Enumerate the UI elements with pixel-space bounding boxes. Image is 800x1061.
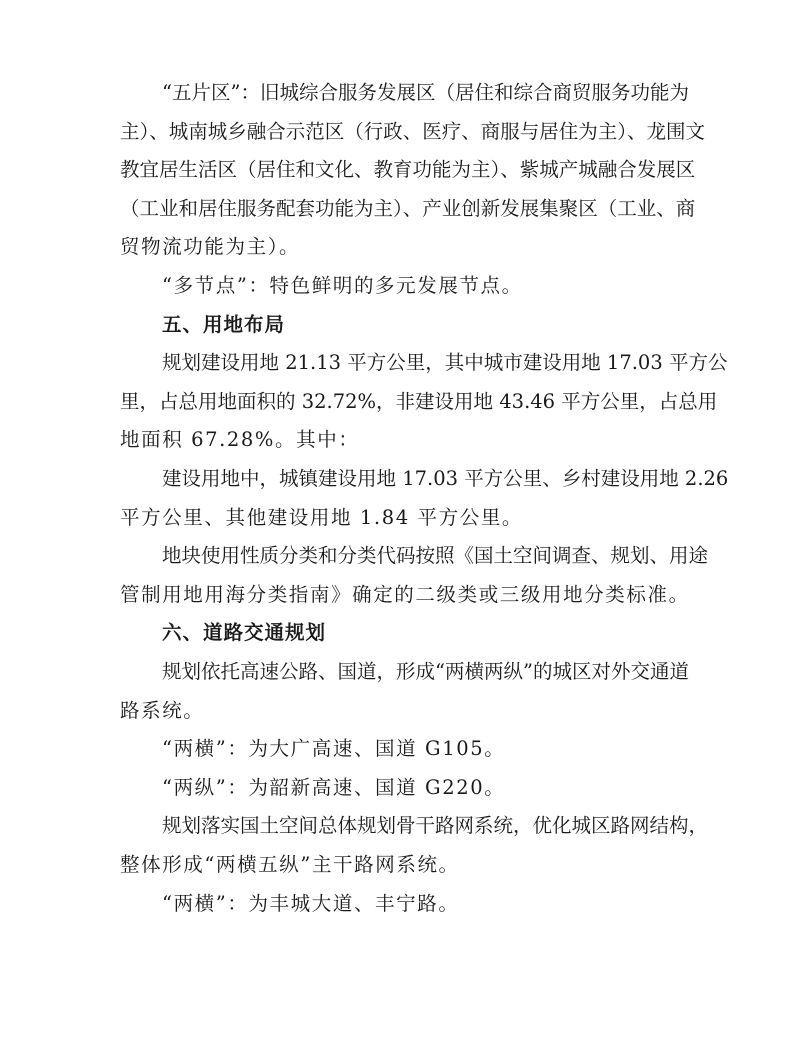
paragraph-external-roads-line-1: 规划依托高速公路、国道，形成“两横两纵”的城区对外交通道 [162, 660, 689, 683]
paragraph-land-use-line-2: 里，占总用地面积的 32.72%，非建设用地 43.46 平方公里，占总用 [120, 389, 718, 413]
paragraph-five-zones-line-3: 教宜居生活区（居住和文化、教育功能为主）、紫城产城融合发展区 [120, 158, 696, 182]
paragraph-multi-nodes: “多节点”：特色鲜明的多元发展节点。 [162, 274, 523, 297]
section-heading-road-traffic-planning: 六、道路交通规划 [162, 621, 327, 645]
paragraph-two-horizontal-external: “两横”：为大广高速、国道 G105。 [162, 737, 506, 761]
paragraph-land-use-line-1: 规划建设用地 21.13 平方公里，其中城市建设用地 17.03 平方公 [162, 351, 728, 375]
paragraph-construction-land-line-1: 建设用地中，城镇建设用地 17.03 平方公里、乡村建设用地 2.26 [162, 467, 729, 490]
paragraph-two-horizontal-main: “两横”：为丰城大道、丰宁路。 [162, 891, 460, 915]
paragraph-classification-line-1: 地块使用性质分类和分类代码按照《国土空间调查、规划、用途 [162, 544, 709, 568]
paragraph-classification-line-2: 管制用地用海分类指南》确定的二级类或三级用地分类标准。 [120, 582, 690, 606]
paragraph-five-zones-line-1: “五片区”：旧城综合服务发展区（居住和综合商贸服务功能为 [162, 81, 689, 104]
paragraph-five-zones-line-5: 贸物流功能为主）。 [120, 235, 301, 259]
paragraph-five-zones-line-2: 主）、城南城乡融合示范区（行政、医疗、商服与居住为主）、龙围文 [120, 119, 706, 143]
paragraph-trunk-road-network-line-1: 规划落实国土空间总体规划骨干路网系统，优化城区路网结构， [162, 814, 709, 838]
paragraph-land-use-line-3: 地面积 67.28%。其中： [120, 428, 360, 452]
paragraph-two-vertical-external: “两纵”：为韶新高速、国道 G220。 [162, 775, 506, 799]
paragraph-trunk-road-network-line-2: 整体形成“两横五纵”主干路网系统。 [120, 853, 460, 876]
paragraph-construction-land-line-2: 平方公里、其他建设用地 1.84 平方公里。 [120, 505, 524, 529]
paragraph-five-zones-line-4: （工业和居住服务配套功能为主）、产业创新发展集聚区（工业、商 [120, 196, 696, 220]
section-heading-land-use-layout: 五、用地布局 [162, 312, 286, 336]
paragraph-external-roads-line-2: 路系统。 [120, 698, 205, 722]
